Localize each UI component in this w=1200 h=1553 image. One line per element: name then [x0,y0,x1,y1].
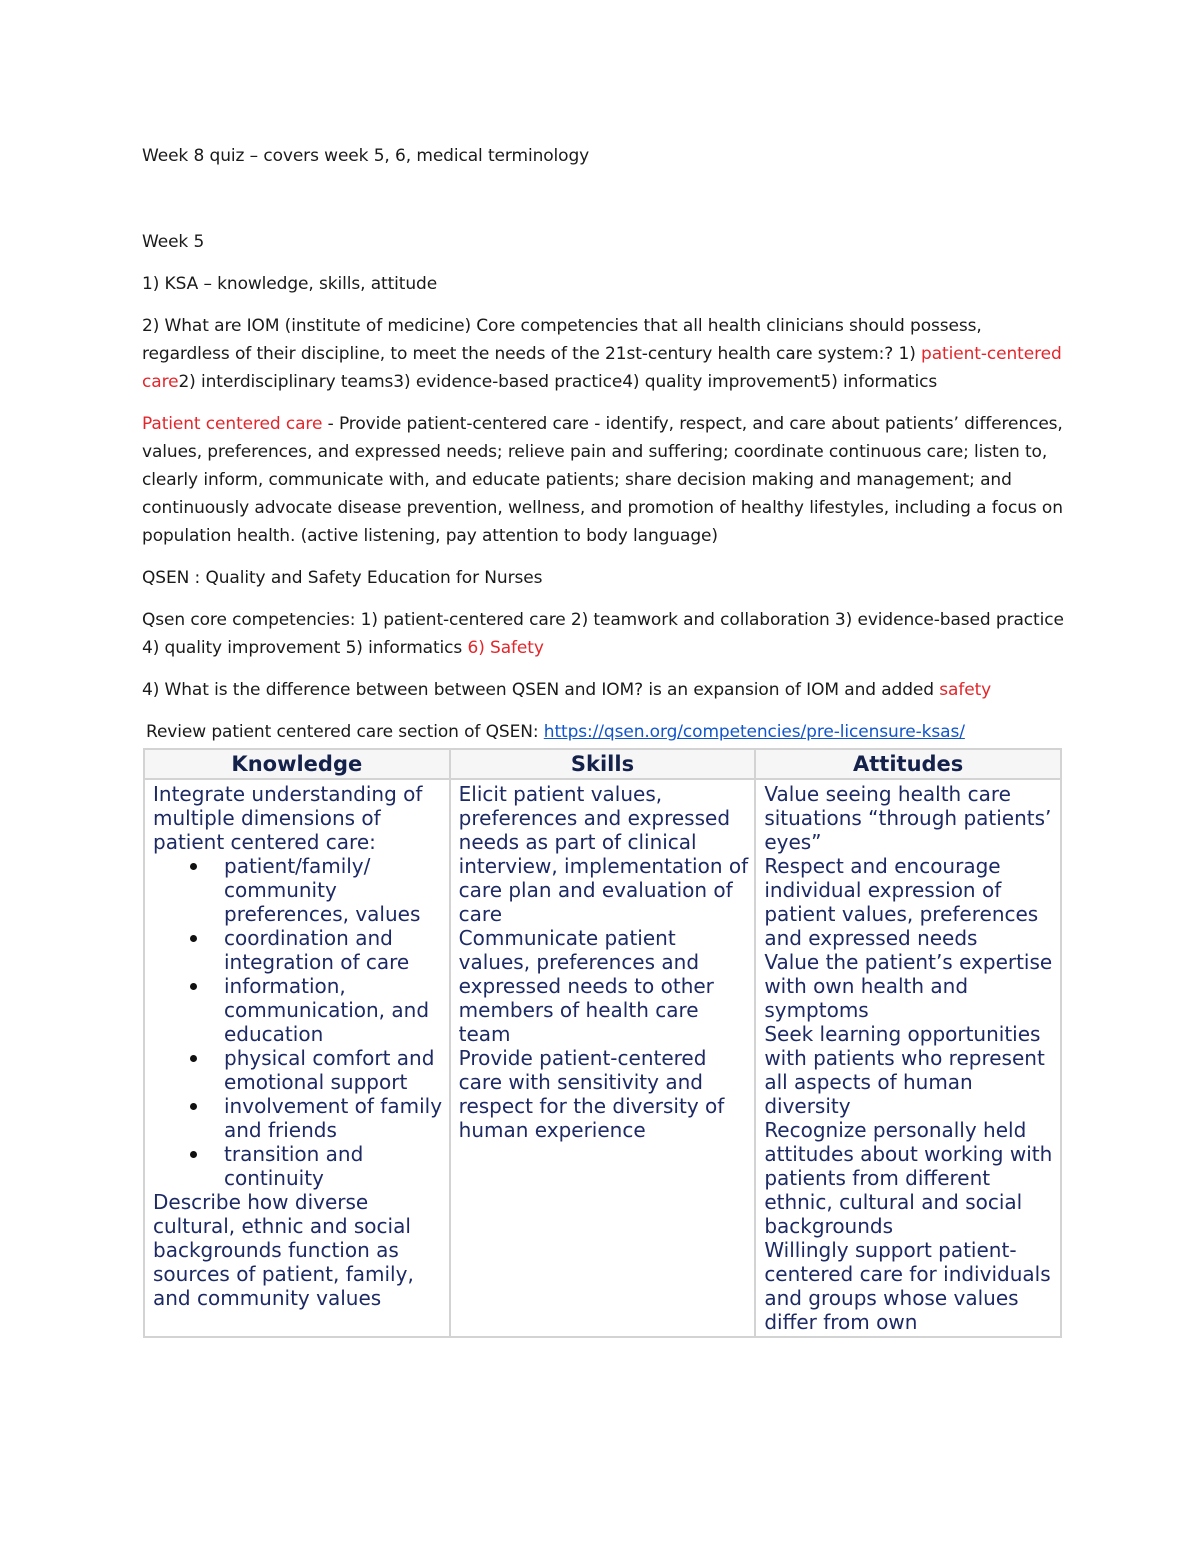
iom-rest: 2) interdisciplinary teams3) evidence-based practice4) quality improvement5) informatics [178,372,938,392]
list-item: information, communication, and education [224,974,445,1046]
list-item: transition and continuity [224,1142,445,1190]
attitudes-item: Value the patient’s expertise with own health and symptoms [764,950,1053,1022]
ksa-table-row [144,779,1061,1337]
attitudes-item: Seek learning opportunities with patients who represent all aspects of human diversity [764,1022,1045,1118]
skills-item: Provide patient-centered care with sensitivity and respect for the diversity of human experience [458,1046,725,1142]
week-heading: Week 5 [142,232,205,252]
qsen-definition: QSEN : Quality and Safety Education for Nurses [142,568,543,588]
qsen-competencies [142,606,1067,662]
attitudes-item: Value seeing health care situations “through patients’ eyes” [764,782,1052,854]
review-text: Review patient centered care section of QSEN: [146,722,544,742]
iom-question-text: 2) What are IOM (institute of medicine) Core competencies that all health clinicians should possess, regardless of their discipline, to meet the needs of the 21st-century health care system:? 1) [142,316,982,364]
difference-safety: safety [939,680,992,700]
difference-text: 4) What is the difference between between QSEN and IOM? is an expansion of IOM and added [142,680,940,700]
skills-item: Communicate patient values, preferences and expressed needs to other members of health care team [458,926,714,1046]
attitudes-item: Recognize personally held attitudes about working with patients from different ethnic, cultural and social backgrounds [764,1118,1053,1238]
attitudes-cell [755,779,1061,1337]
skills-item: Elicit patient values, preferences and expressed needs as part of clinical interview, implementation of care plan and evaluation of care [458,782,749,926]
knowledge-outro: Describe how diverse cultural, ethnic and social backgrounds function as sources of patient, family, and community values [153,1190,414,1310]
qsen-safety: 6) Safety [467,638,544,658]
ksa-table-header-row [144,749,1061,779]
header-skills: Skills [450,749,756,779]
difference-question [142,676,1067,704]
knowledge-intro: Integrate understanding of multiple dimensions of patient centered care: [153,782,423,854]
ksa-item: 1) KSA – knowledge, skills, attitude [142,274,438,294]
pcc-text: - Provide patient-centered care - identify, respect, and care about patients’ differences, values, preferences, and expressed needs; relieve pain and suffering; coordinate continuous care; listen to, clearly inform, communicate with, and educate patients; share decision making and management; and continuously advocate disease prevention, wellness, and promotion of healthy lifestyles, including a focus on population health. (active listening, pay attention to body language) [142,414,1063,546]
attitudes-item: Respect and encourage individual expression of patient values, preferences and expressed needs [764,854,1039,950]
qsen-competencies-text: Qsen core competencies: 1) patient-centered care 2) teamwork and collaboration 3) evidence-based practice 4) quality improvement 5) informatics [142,610,1064,658]
knowledge-bullets [153,854,445,1190]
attitudes-item: Willingly support patient-centered care for individuals and groups whose values differ from own [764,1238,1051,1334]
review-line [142,718,1067,746]
iom-question [142,312,1067,396]
header-knowledge: Knowledge [144,749,450,779]
pcc-term: Patient centered care [142,414,323,434]
document-body [142,142,1067,1338]
list-item: coordination and integration of care [224,926,445,974]
list-item: involvement of family and friends [224,1094,445,1142]
qsen-link[interactable]: https://qsen.org/competencies/pre-licensure-ksas/ [543,722,965,742]
list-item: patient/family/ community preferences, values [224,854,445,926]
document-title: Week 8 quiz – covers week 5, 6, medical terminology [142,146,590,166]
ksa-table [143,748,1062,1338]
header-attitudes: Attitudes [755,749,1061,779]
knowledge-cell [144,779,450,1337]
list-item: physical comfort and emotional support [224,1046,445,1094]
iom-highlight: patient-centered care [142,344,1062,392]
skills-cell [450,779,756,1337]
patient-centered-care-paragraph [142,410,1067,550]
